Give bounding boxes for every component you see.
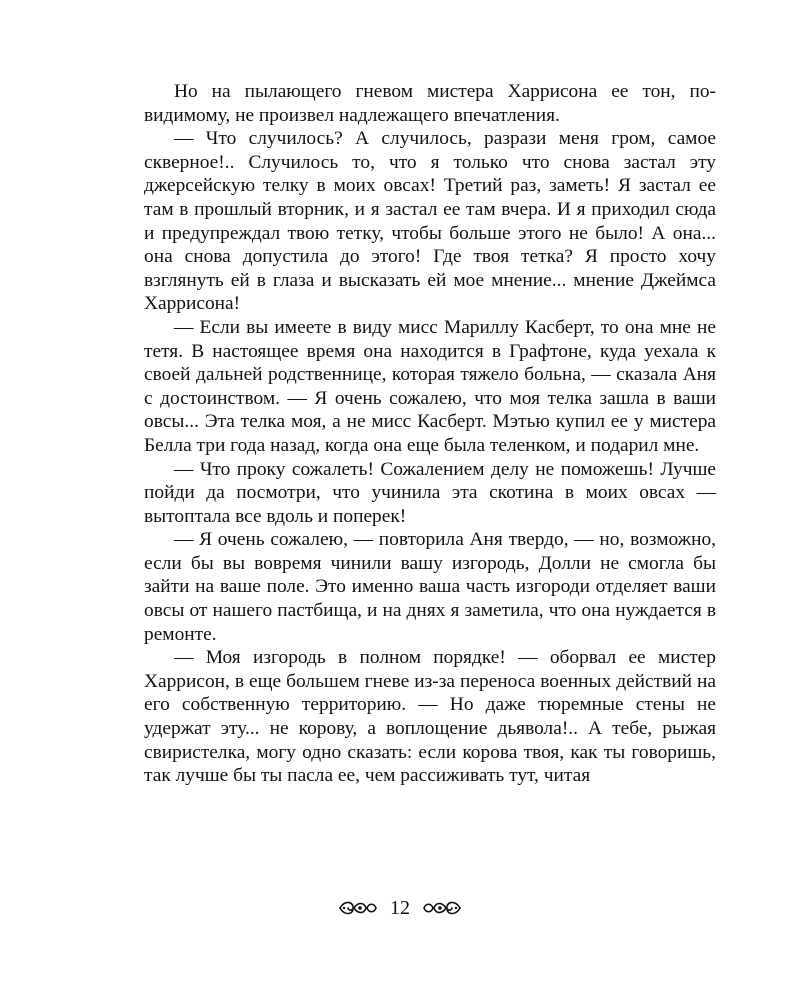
paragraph: Но на пылающего гневом мистера Харрисона ее тон, по-видимому, не произвел надлежащего впечатления. bbox=[144, 81, 716, 126]
page-footer bbox=[0, 896, 800, 920]
paragraph: — Моя изгородь в полном порядке! — оборвал ее мистер Харрисон, в еще большем гневе из-за переноса военных действий на его собственную территорию. — Но даже тюремные стены не удержат эту... не корову, а воплощение дьявола!.. А тебе, рыжая свиристелка, могу одно сказать: если корова твоя, как ты говоришь, так лучше бы ты пасла ее, чем рассиживать тут, читая bbox=[144, 647, 716, 787]
page-number: 12 bbox=[390, 897, 410, 919]
paragraph: — Если вы имеете в виду мисс Мариллу Касберт, то она мне не тетя. В настоящее время она находится в Графтоне, куда уехала к своей дальней родственнице, которая тяжело больна, — сказала Аня с достоинством. — Я очень сожалею, что моя телка зашла в ваши овсы... Эта телка моя, а не мисс Касберт. Мэтью купил ее у мистера Белла три года назад, когда она еще была теленком, и подарил мне. bbox=[144, 316, 716, 456]
page-body-text bbox=[144, 80, 716, 788]
paragraph: — Что проку сожалеть! Сожалением делу не поможешь! Лучше пойди да посмотри, что учинила эта скотина в моих овсах — вытоптала все вдоль и поперек! bbox=[144, 458, 716, 527]
paragraph: — Что случилось? А случилось, разрази меня гром, самое скверное!.. Случилось то, что я только что снова застал эту джерсейскую телку в моих овсах! Третий раз, заметь! Я застал ее там в прошлый вторник, и я застал ее там вчера. И я приходил сюда и предупреждал твою тетку, чтобы больше этого не было! А она... она снова допустила до этого! Где твоя тетка? Я просто хочу взглянуть ей в глаза и высказать ей мое мнение... мнение Джеймса Харрисона! bbox=[144, 128, 716, 315]
right-ornament-icon bbox=[422, 898, 462, 918]
paragraph: — Я очень сожалею, — повторила Аня твердо, — но, возможно, если бы вы вовремя чинили вашу изгородь, Долли не смогла бы зайти на ваше поле. Это именно ваша часть изгороди отделяет ваши овсы от нашего пастбища, и на днях я заметила, что она нуждается в ремонте. bbox=[144, 529, 716, 645]
left-ornament-icon bbox=[338, 898, 378, 918]
